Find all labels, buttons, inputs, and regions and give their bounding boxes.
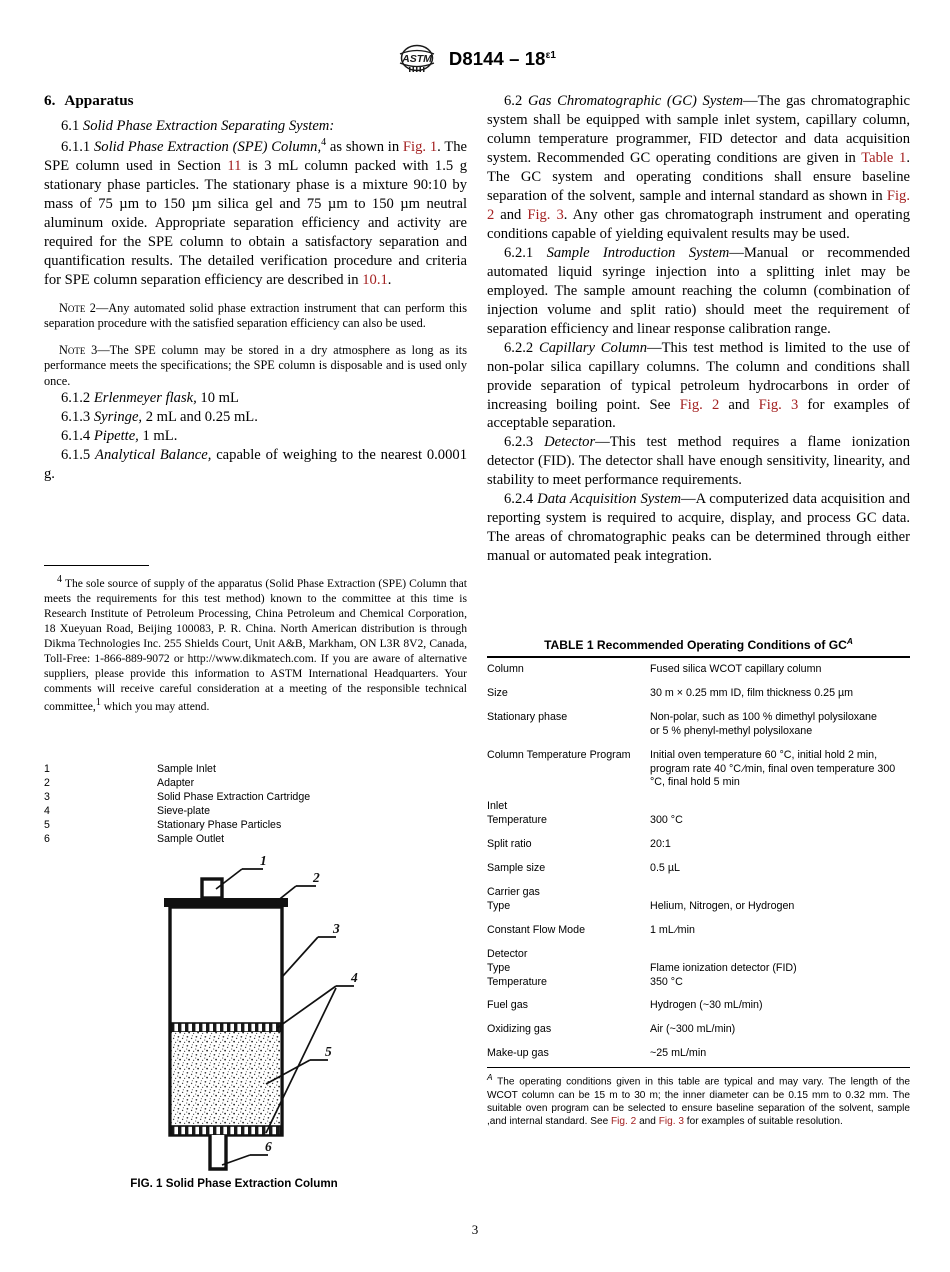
table-row <box>487 1018 910 1042</box>
paragraph-6-2 <box>487 92 910 244</box>
link-fig-1[interactable]: Fig. 1 <box>402 138 438 155</box>
paragraph-6-1-1 <box>44 136 467 290</box>
legend-label: Solid Phase Extraction Cartridge <box>157 790 311 803</box>
clause-number: 6.1 <box>61 118 80 134</box>
clause-number: 6.1.3 <box>61 408 91 425</box>
figure-legend <box>44 763 384 847</box>
clause-number: 6.2.3 <box>504 434 534 451</box>
table-cell-value: Hydrogen (~30 mL/min) <box>650 999 763 1012</box>
legend-label: Adapter <box>157 776 195 789</box>
body-text: and <box>494 206 528 223</box>
clause-number: 6.2.4 <box>504 491 534 508</box>
table-cell-value <box>650 881 910 919</box>
footnote-marker-4[interactable]: 4 <box>321 136 327 148</box>
clause-title: Sample Introduction System <box>546 244 730 261</box>
link-table-1[interactable]: Table 1 <box>861 149 907 166</box>
clause-number: 6.1.2 <box>61 390 91 406</box>
link-fig-3[interactable]: Fig. 3 <box>658 1115 684 1127</box>
table-cell-key: Size <box>487 686 508 699</box>
legend-key: 4 <box>44 804 50 817</box>
link-fig-3[interactable]: Fig. 3 <box>527 206 564 223</box>
value-line-2: Flame ionization detector (FID) <box>650 961 797 974</box>
table-cell-value: ~25 mL/min <box>650 1042 910 1067</box>
clause-6-1-3 <box>44 408 467 427</box>
clause-number: 6.2.1 <box>504 244 534 261</box>
figure-1-spe-column-diagram <box>150 855 390 1175</box>
list-item <box>44 791 384 805</box>
table-footnote-text: and <box>636 1115 659 1127</box>
astm-logo-icon <box>394 44 440 74</box>
page-number: 3 <box>471 1222 479 1237</box>
clause-value: 2 mL and 0.25 mL. <box>142 408 258 425</box>
body-text: as shown in <box>326 138 403 155</box>
link-fig-2[interactable]: Fig. 2 <box>611 1115 637 1127</box>
table-row <box>487 881 910 919</box>
list-item <box>44 777 384 791</box>
key-line-1: Carrier gas <box>487 886 540 898</box>
clause-title: Syringe, <box>93 408 143 425</box>
body-text: . The GC system and operating conditions shall ensure baseline separation of the solvent, sample and internal standard as shown in <box>487 149 910 204</box>
legend-key: 6 <box>44 832 50 845</box>
link-fig-3[interactable]: Fig. 3 <box>758 396 799 413</box>
table-cell-value: 20:1 <box>650 838 671 851</box>
table-row <box>487 833 910 857</box>
table-cell-key <box>487 943 650 995</box>
clause-6-1-2 <box>44 389 467 408</box>
table-row <box>487 744 910 796</box>
paragraph-6-2-4 <box>487 490 910 566</box>
clause-title: Pipette, <box>93 427 139 444</box>
body-text: —This test method requires a flame ionization detector (FID). The detector shall have enough sensitivity, linearity, and stability to meet performance requirements. <box>487 434 910 489</box>
document-designation: $D8144 - 18^{\varepsilon 1}$ <box>448 48 557 69</box>
note-text: The SPE column may be stored in a dry atmosphere as long as its performance meets the specifications; the SPE column is disposable and is used only once. <box>44 342 467 388</box>
clause-title: Capillary Column <box>539 339 647 356</box>
link-fig-2[interactable]: Fig. 2 <box>487 187 910 223</box>
table-cell-key: Sample size <box>487 862 546 875</box>
key-line-2: Temperature <box>487 814 547 827</box>
table-cell-value: Fused silica WCOT capillary column <box>650 663 822 676</box>
spe-column-drawing <box>150 855 390 1175</box>
upper-sieve-plate <box>172 1023 281 1032</box>
table-footnote-text: The operating conditions given in this table are typical and may vary. The length of the WCOT column can be 15 m to 30 m; the inner diameter can be 0.15 mm to 0.32 mm. The suitable oven program can be selected to ensure baseline separation of the solvent, sample ,and internal standard. See <box>487 1076 910 1127</box>
note-label: Note <box>59 300 86 315</box>
note-number: 3— <box>85 342 110 357</box>
table-footnote-marker: A <box>487 1072 493 1083</box>
callout-2: 2 <box>313 870 320 885</box>
section-title: Apparatus <box>64 92 134 109</box>
table-cell-key <box>487 795 650 833</box>
clause-number: 6.2.2 <box>504 339 534 356</box>
legend-label: Stationary Phase Particles <box>157 818 282 831</box>
table-cell-key <box>487 881 650 919</box>
left-column <box>44 92 467 484</box>
table-title-text: TABLE 1 Recommended Operating Conditions of GC <box>544 638 847 653</box>
clause-title: Gas Chromatographic (GC) System <box>527 93 744 109</box>
table-row <box>487 706 910 744</box>
section-number: 6. <box>44 92 56 109</box>
sample-inlet-nub <box>202 879 222 898</box>
key-line-2: Type <box>487 899 511 912</box>
table-row <box>487 795 910 833</box>
clause-value: 1 mL. <box>138 427 178 444</box>
note-text: Any automated solid phase extraction instrument that can perform this separation procedure with the satisfied separation efficiency can also be used. <box>44 300 467 331</box>
clause-title: Detector <box>544 434 596 451</box>
value-line-2: or 5 % phenyl-methyl polysiloxane <box>650 724 813 737</box>
table-row <box>487 919 910 943</box>
legend-label: Sample Inlet <box>157 763 216 775</box>
table-cell-key: Constant Flow Mode <box>487 923 586 936</box>
clause-title: Erlenmeyer flask, <box>93 390 197 406</box>
list-item <box>44 805 384 819</box>
value-line-1: Non-polar, such as 100 % dimethyl polysiloxane <box>650 710 877 723</box>
callout-3: 3 <box>333 921 340 936</box>
table-1-title <box>487 636 910 656</box>
lower-sieve-plate <box>172 1126 281 1135</box>
table-row <box>487 994 910 1018</box>
paragraph-6-2-1 <box>487 244 910 339</box>
body-text: —This test method is limited to the use of non-polar silica capillary columns. The column and conditions shall provide separation of typical petroleum hydrocarbons in order of increasing boiling point. See <box>487 339 910 413</box>
footnote-text-tail: which you may attend. <box>100 700 210 714</box>
clause-number: 6.1.1 <box>61 138 91 155</box>
body-text: . <box>387 271 392 288</box>
note-3 <box>44 343 467 389</box>
key-line-1: Inlet <box>487 800 508 813</box>
footnote-reference-1[interactable]: 1 <box>95 697 101 709</box>
table-cell-value <box>650 706 910 744</box>
note-number: 2— <box>85 300 109 315</box>
paragraph-6-2-2 <box>487 339 910 434</box>
body-text: for examples of acceptable separation. <box>487 396 911 432</box>
footnote-number: 4 <box>57 574 62 585</box>
legend-key: 2 <box>44 776 50 789</box>
page-header <box>0 44 950 79</box>
body-text: and <box>719 396 759 413</box>
body-text: is 3 mL column packed with 1.5 g stationary phase particles. The stationary phase is a mixture 90:10 by mass of 75 µm to 150 µm silica gel and 75 µm to 150 µm neutral aluminum oxide. Appropriate separation efficiency and activity are required for the SPE column to obtain a satisfactory separation and quantification results. The detailed verification procedure and criteria for SPE column separation efficiency are described in <box>44 157 467 288</box>
body-text: —A computerized data acquisition and reporting system is required to acquire, display, and process GC data. The areas of chromatographic peaks can be determined through either manual or automated peak integration. <box>487 491 910 565</box>
table-row <box>487 857 910 881</box>
callout-6: 6 <box>265 1139 272 1154</box>
table-1 <box>487 656 910 1068</box>
legend-key: 1 <box>44 763 50 775</box>
link-fig-2[interactable]: Fig. 2 <box>679 396 720 413</box>
stationary-phase-bed <box>172 1032 281 1126</box>
list-item <box>44 819 384 833</box>
key-line-2: Type <box>487 961 511 974</box>
value-line-2: 300 °C <box>650 814 683 827</box>
value-line-2: Helium, Nitrogen, or Hydrogen <box>650 899 795 912</box>
link-section-11[interactable]: 11 <box>227 157 242 174</box>
key-line-1: Detector <box>487 947 528 960</box>
clause-number: 6.1.5 <box>61 446 91 463</box>
legend-label: Sample Outlet <box>157 832 225 845</box>
footnote-text: The sole source of supply of the apparatus (Solid Phase Extraction (SPE) Column that meets the requirements for this test method) known to the committee at this time is Research Institute of Petroleum Processing, China Petroleum and Chemical Corporation, 18 Xueyuan Road, Beijing 100083, P. R. China. North American distribution is through Dikma Technologies Inc. 255 Shields Court, Unit A&B, Markham, ON L3R 8V2, Canada, Toll-Free: 1-866-889-9072 or http://www.dikmatech.com. If you are aware of alternative suppliers, please provide this information to ASTM International Headquarters. Your comments will receive careful consideration at a meeting of the responsible technical committee, <box>44 576 467 714</box>
table-cell-value: 0.5 µL <box>650 862 680 875</box>
clause-6-1-5 <box>44 446 467 484</box>
body-text: —The gas chromatographic system shall be equipped with sample inlet system, capillary column, column temperature programmer, FID detector and data acquisition system. Recommended GC operating conditions are given in <box>487 93 911 166</box>
body-text: . The SPE column used in Section <box>44 138 468 174</box>
table-cell-value <box>650 943 910 995</box>
clause-title: Data Acquisition System <box>537 491 681 508</box>
clause-number: 6.1.4 <box>61 427 91 444</box>
table-cell-key: Oxidizing gas <box>487 1023 552 1036</box>
callout-5: 5 <box>325 1044 332 1059</box>
table-1-footnote <box>487 1068 910 1128</box>
legend-key: 5 <box>44 818 50 831</box>
link-section-10-1[interactable]: 10.1 <box>362 271 388 288</box>
table-row <box>487 658 910 682</box>
list-item <box>44 763 384 777</box>
table-cell-value: Air (~300 mL/min) <box>650 1023 736 1036</box>
table-title-footnote-marker[interactable]: A <box>846 636 853 646</box>
table-cell-key: Column <box>487 663 524 676</box>
table-cell-key: Stationary phase <box>487 710 568 723</box>
clause-value: capable of weighing to the nearest 0.0001 g. <box>44 446 467 482</box>
legend-label: Sieve-plate <box>157 804 210 817</box>
list-item <box>44 833 384 847</box>
clause-6-1-4 <box>44 427 467 446</box>
clause-title: Solid Phase Extraction (SPE) Column, <box>93 138 322 155</box>
paragraph-6-1 <box>44 117 467 136</box>
key-line-3: Temperature <box>487 975 547 988</box>
table-row <box>487 1042 910 1067</box>
table-cell-value <box>650 795 910 833</box>
designation-superscript: ε1 <box>545 49 557 61</box>
paragraph-6-2-3 <box>487 433 910 490</box>
footnote-separator-rule <box>44 565 149 566</box>
callout-4: 4 <box>351 970 358 985</box>
table-cell-key: Split ratio <box>487 838 532 851</box>
right-column <box>487 92 910 566</box>
footnote-4 <box>44 573 467 714</box>
table-cell-key: Fuel gas <box>487 999 528 1012</box>
clause-value: 10 mL <box>196 390 239 406</box>
clause-number: 6.2 <box>504 93 523 109</box>
note-2 <box>44 301 467 332</box>
callout-1: 1 <box>260 855 267 868</box>
table-footnote-text: for examples of suitable resolution. <box>683 1115 843 1127</box>
clause-title: Analytical Balance, <box>95 446 212 463</box>
table-cell-key: Column Temperature Program <box>487 748 631 761</box>
table-cell-key: Make-up gas <box>487 1042 650 1067</box>
legend-key: 3 <box>44 790 50 803</box>
table-1-container <box>487 636 910 1128</box>
section-heading-apparatus <box>44 92 467 110</box>
body-text: —Manual or recommended automated liquid syringe injection into a splitting inlet may be employed. The sample amount reaching the column (combination of injection volume and split ratio) should meet the requirement of separation efficiency and linear response calibration range. <box>487 244 910 337</box>
value-line-3: 350 °C <box>650 975 683 988</box>
table-cell-value: 1 mL ∕min <box>650 923 695 936</box>
table-row <box>487 943 910 995</box>
svg-text:ASTM: ASTM <box>402 53 432 65</box>
table-row <box>487 682 910 706</box>
figure-1-caption: FIG. 1 Solid Phase Extraction Column <box>130 1177 338 1190</box>
table-cell-value: 30 m × 0.25 mm ID, film thickness 0.25 µm <box>650 686 854 699</box>
note-label: Note <box>59 342 86 357</box>
body-text: . Any other gas chromatograph instrument and operating conditions capable of yielding equivalent results may be used. <box>487 206 910 242</box>
clause-title: Solid Phase Extraction Separating System: <box>82 118 335 134</box>
table-cell-value: Initial oven temperature 60 °C, initial hold 2 min, program rate 40 °C ∕min, final oven temperature 300 °C, final hold 5 min <box>650 748 896 789</box>
